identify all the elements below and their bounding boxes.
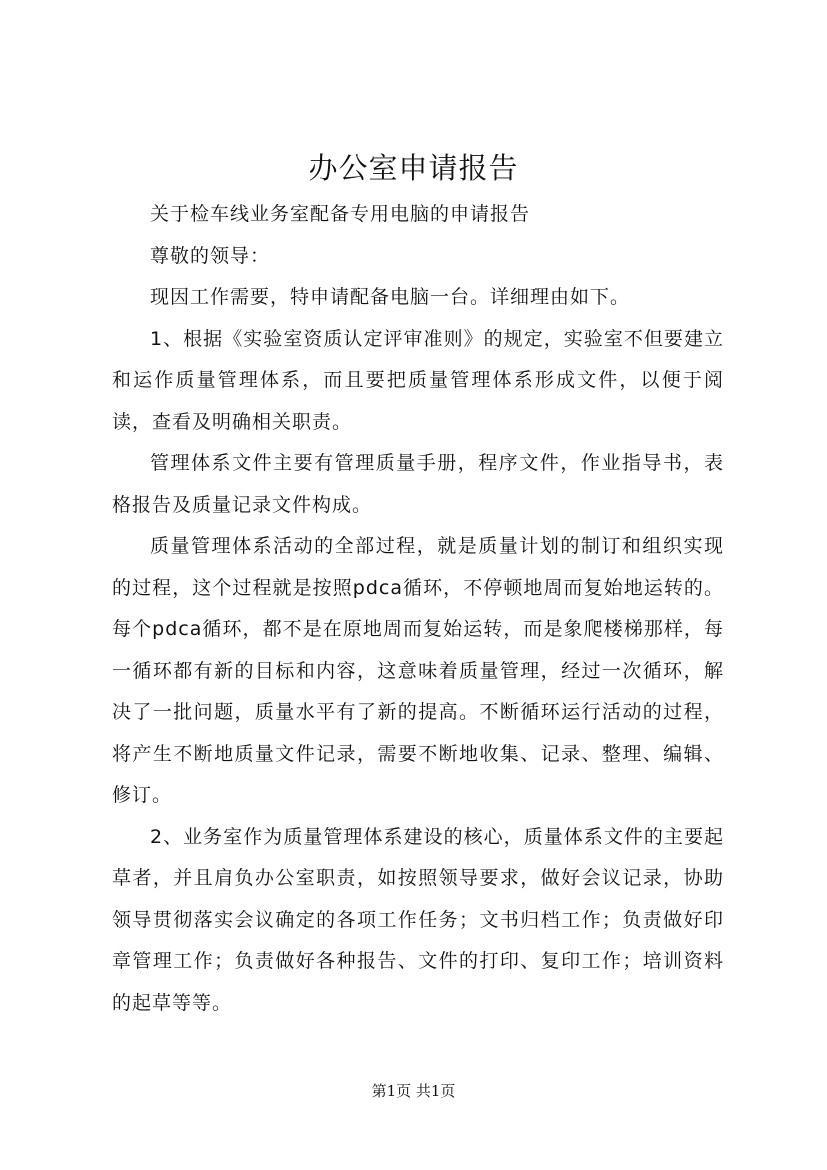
paragraph-quality-process: 质量管理体系活动的全部过程，就是质量计划的制订和组织实现的过程，这个过程就是按照pdca循环，不停顿地周而复始地运转的。每个pdca循环，都不是在原地周而复始运转，而是象爬楼梯那样，每一循环都有新的目标和内容，这意味着质量管理，经过一次循环，解决了一批问题，质量水平有了新的提高。不断循环运行活动的过程，将产生不断地质量文件记录，需要不断地收集、记录、整理、编辑、修订。 [112, 535, 724, 806]
paragraph-management-documents: 管理体系文件主要有管理质量手册，程序文件，作业指导书，表格报告及质量记录文件构成。 [112, 452, 724, 516]
paragraph-reason-1: 1、根据《实验室资质认定评审准则》的规定，实验室不但要建立和运作质量管理体系，而且要把质量管理体系形成文件，以便于阅读，查看及明确相关职责。 [112, 327, 724, 433]
paragraph-subject: 关于检车线业务室配备专用电脑的申请报告 [150, 203, 531, 225]
paragraph-reason-2: 2、业务室作为质量管理体系建设的核心，质量体系文件的主要起草者，并且肩负办公室职责，如按照领导要求，做好会议记录，协助领导贯彻落实会议确定的各项工作任务；文书归档工作；负责做好印章管理工作；负责做好各种报告、文件的打印、复印工作；培训资料的起草等等。 [112, 825, 724, 1014]
document-title: 办公室申请报告 [308, 151, 519, 185]
paragraph-intro: 现因工作需要，特申请配备电脑一台。详细理由如下。 [150, 286, 631, 308]
paragraph-salutation: 尊敬的领导： [150, 244, 271, 267]
page-footer: 第1页 共1页 [371, 1082, 456, 1100]
document-body [112, 194, 724, 1024]
